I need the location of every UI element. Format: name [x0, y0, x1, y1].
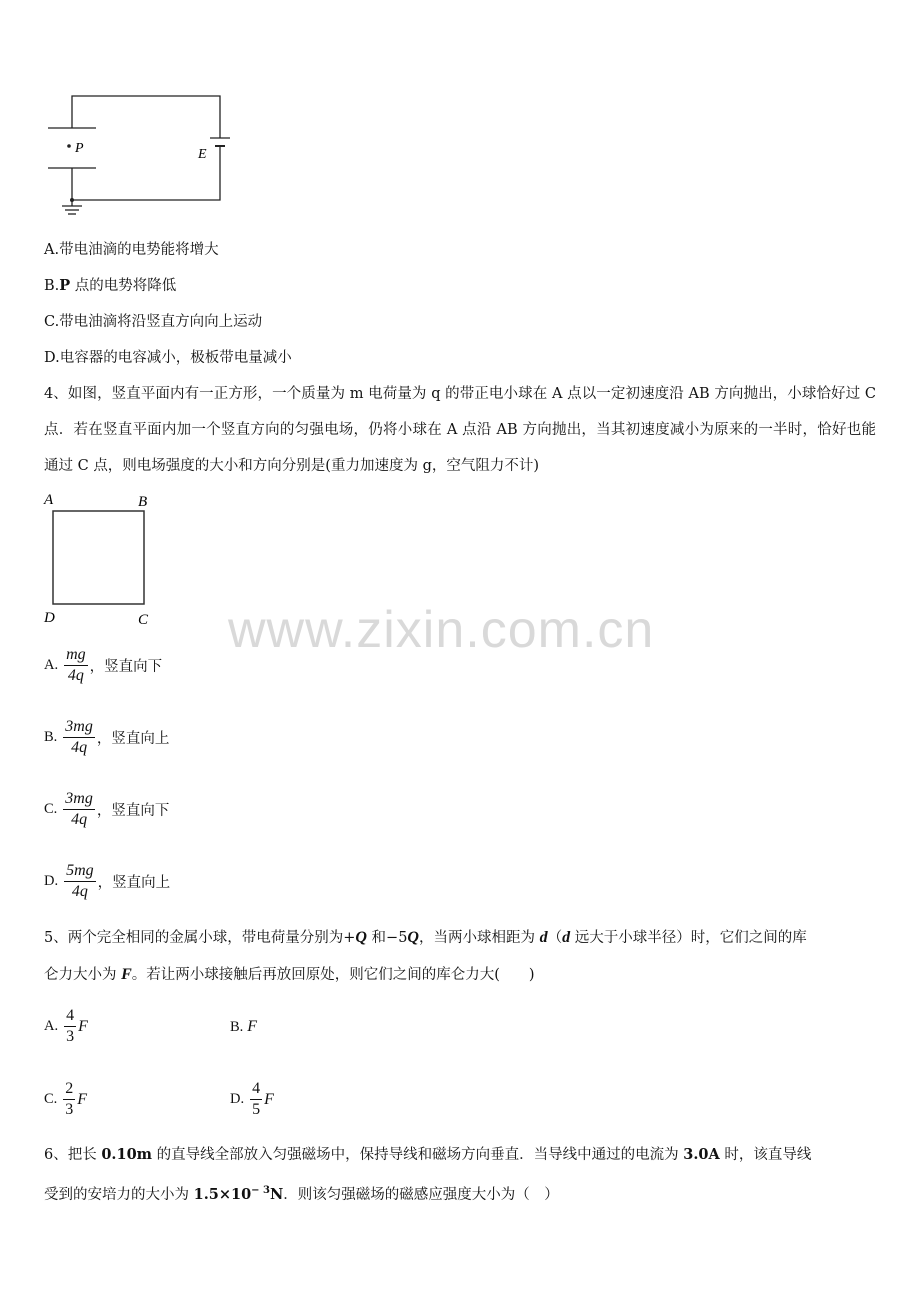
- fraction-numerator: 4: [64, 1006, 76, 1027]
- q5-option-d-letter: D.: [230, 1091, 245, 1107]
- q5-option-d[interactable]: [230, 1079, 274, 1120]
- fraction-denominator: 4q: [71, 811, 88, 828]
- square-diagram: [38, 488, 158, 628]
- battery-e-label: E: [198, 147, 207, 162]
- q5-option-c[interactable]: [44, 1079, 87, 1120]
- q4-option-a-fraction: [64, 645, 88, 686]
- fraction-numerator: 4: [250, 1079, 262, 1100]
- q3-option-b-p: P: [59, 277, 71, 294]
- q4-option-b-text: ，竖直向上: [96, 731, 170, 747]
- fraction-denominator: 4q: [71, 739, 88, 756]
- q4-option-d-text: ，竖直向上: [97, 875, 171, 891]
- q4-option-a[interactable]: [44, 645, 162, 686]
- point-p-label: P: [75, 141, 84, 156]
- q6-stem-line2: 受到的安培力的大小为 $1.5\times 10^{- 3}N$．则该匀强磁场的磁感应强度大小为（ ）: [44, 1185, 559, 1203]
- q5-option-c-fraction: [63, 1079, 75, 1120]
- q4-option-a-text: ，竖直向下: [89, 659, 163, 675]
- fraction-numerator: 3mg: [63, 717, 95, 738]
- q4-option-b[interactable]: [44, 717, 169, 758]
- q5-option-c-letter: C.: [44, 1091, 58, 1107]
- q5-option-a-var: F: [78, 1017, 88, 1035]
- q4-option-a-letter: A.: [44, 657, 59, 673]
- q5-option-d-var: F: [264, 1090, 274, 1108]
- watermark: www.zixin.com.cn: [228, 601, 655, 659]
- q5-option-b-letter: B.: [230, 1018, 244, 1035]
- square-label-d: D: [44, 610, 55, 626]
- q3-option-b-letter: B.: [44, 278, 60, 294]
- q5-option-a[interactable]: [44, 1006, 88, 1047]
- q4-option-d-letter: D.: [44, 873, 59, 889]
- q5-option-c-var: F: [77, 1090, 88, 1108]
- square-label-a: A: [44, 492, 54, 508]
- q3-option-c[interactable]: C.带电油滴将沿竖直方向向上运动: [44, 314, 263, 330]
- q4-option-b-fraction: [63, 717, 95, 758]
- q4-option-c-letter: C.: [44, 801, 58, 817]
- q4-option-c-text: ，竖直向下: [96, 803, 170, 819]
- q4-option-b-letter: B.: [44, 729, 58, 745]
- q5-option-d-fraction: [250, 1079, 262, 1120]
- q3-option-a[interactable]: A.带电油滴的电势能将增大: [44, 242, 219, 258]
- fraction-numerator: 3mg: [63, 789, 95, 810]
- q3-option-d[interactable]: D.电容器的电容减小，极板带电量减小: [44, 350, 292, 366]
- q3-option-b[interactable]: [44, 276, 176, 296]
- q5-option-a-letter: A.: [44, 1018, 59, 1034]
- fraction-denominator: 4q: [71, 883, 88, 900]
- square-label-b: B: [138, 494, 148, 510]
- q6-stem-line1: 6、把长 0.10m 的直导线全部放入匀强磁场中，保持导线和磁场方向垂直．当导线中通过的电流为 3.0A 时，该直导线: [44, 1146, 812, 1163]
- q5-option-a-fraction: [64, 1006, 76, 1047]
- q4-option-c[interactable]: [44, 789, 169, 830]
- fraction-denominator: 3: [65, 1101, 74, 1118]
- fraction-numerator: 2: [63, 1079, 75, 1100]
- q4-option-d[interactable]: [44, 861, 170, 902]
- q5-option-b[interactable]: [230, 1018, 257, 1036]
- q4-stem: 4、如图，竖直平面内有一正方形，一个质量为 m 电荷量为 q 的带正电小球在 A 点以一定初速度沿 AB 方向抛出，小球恰好过 C 点．若在竖直平面内加一个竖直方向的匀强电场，仍将小球在 A 点沿 AB 方向抛出，当其初速度减小为原来的一半时，恰好也能通过 C 点，则电场强度的大小和方向分别是(重力加速度为 g，空气阻力不计): [44, 386, 876, 474]
- square-label-c: C: [138, 612, 149, 628]
- circuit-diagram: [40, 88, 240, 218]
- q4-option-c-fraction: [63, 789, 95, 830]
- q3-option-b-text: 点的电势将降低: [70, 278, 177, 294]
- fraction-denominator: 3: [66, 1028, 75, 1045]
- fraction-numerator: mg: [64, 645, 88, 666]
- fraction-denominator: 5: [252, 1101, 261, 1118]
- fraction-denominator: 4q: [67, 667, 84, 684]
- q5-option-b-var: F: [247, 1018, 258, 1035]
- fraction-numerator: 5mg: [64, 861, 96, 882]
- q5-stem-line1: 5、两个完全相同的金属小球，带电荷量分别为+Q 和−5Q，当两小球相距为 d（d 远大于小球半径）时，它们之间的库: [44, 929, 807, 946]
- q5-stem-line2: 仑力大小为 F。若让两小球接触后再放回原处，则它们之间的库仑力大( ): [44, 966, 535, 983]
- q4-option-d-fraction: [64, 861, 96, 902]
